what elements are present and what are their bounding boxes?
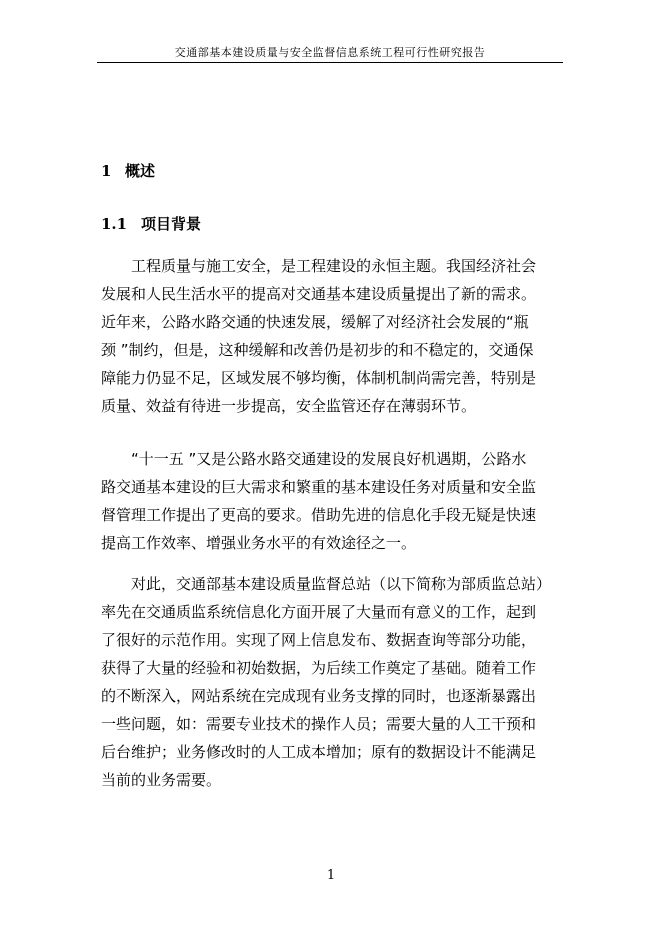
paragraph-line: 质量、效益有待进一步提高，安全监管还存在薄弱环节。 [101,397,477,415]
paragraph-line: 一些问题，如：需要专业技术的操作人员；需要大量的人工干预和 [101,715,537,733]
paragraph-line: 路交通基本建设的巨大需求和繁重的基本建设任务对质量和安全监 [101,478,537,496]
paragraph-line: 获得了大量的经验和初始数据，为后续工作奠定了基础。随着工作 [101,659,537,677]
page-number: 1 [326,868,336,883]
paragraph-line: 当前的业务需要。 [101,771,222,789]
paragraph-line: 障能力仍显不足，区域发展不够均衡，体制机制尚需完善，特别是 [101,369,537,387]
paragraph-line: 的不断深入，网站系统在完成现有业务支撑的同时，也逐渐暴露出 [101,687,537,705]
subsection-number: 1.1 [101,215,128,233]
paragraph-line: “十一五 ”又是公路水路交通建设的发展良好机遇期，公路水 [101,450,527,468]
header-rule [97,62,563,63]
paragraph-2 [101,445,561,557]
paragraph-line: 了很好的示范作用。实现了网上信息发布、数据查询等部分功能， [101,631,537,649]
paragraph-3 [101,570,561,794]
paragraph-line: 发展和人民生活水平的提高对交通基本建设质量提出了新的需求。 [101,285,537,303]
paragraph-1 [101,252,561,420]
paragraph-line: 后台维护；业务修改时的人工成本增加；原有的数据设计不能满足 [101,743,537,761]
section-number: 1 [101,162,112,180]
page-header: 交通部基本建设质量与安全监督信息系统工程可行性研究报告 [174,46,486,59]
paragraph-line: 提高工作效率、增强业务水平的有效途径之一。 [101,534,417,552]
paragraph-line: 颈 ”制约，但是，这种缓解和改善仍是初步的和不稳定的，交通保 [101,341,534,359]
paragraph-line: 督管理工作提出了更高的要求。借助先进的信息化手段无疑是快速 [101,506,537,524]
section-heading [101,158,155,184]
paragraph-line: 率先在交通质监系统信息化方面开展了大量而有意义的工作，起到 [101,603,537,621]
subsection-title: 项目背景 [141,215,202,233]
subsection-heading [101,211,201,237]
section-title: 概述 [125,162,156,180]
paragraph-line: 对此，交通部基本建设质量监督总站（以下简称为部质监总站） [101,575,552,593]
paragraph-line: 近年来，公路水路交通的快速发展，缓解了对经济社会发展的“瓶 [101,313,529,331]
paragraph-line: 工程质量与施工安全，是工程建设的永恒主题。我国经济社会 [101,257,537,275]
